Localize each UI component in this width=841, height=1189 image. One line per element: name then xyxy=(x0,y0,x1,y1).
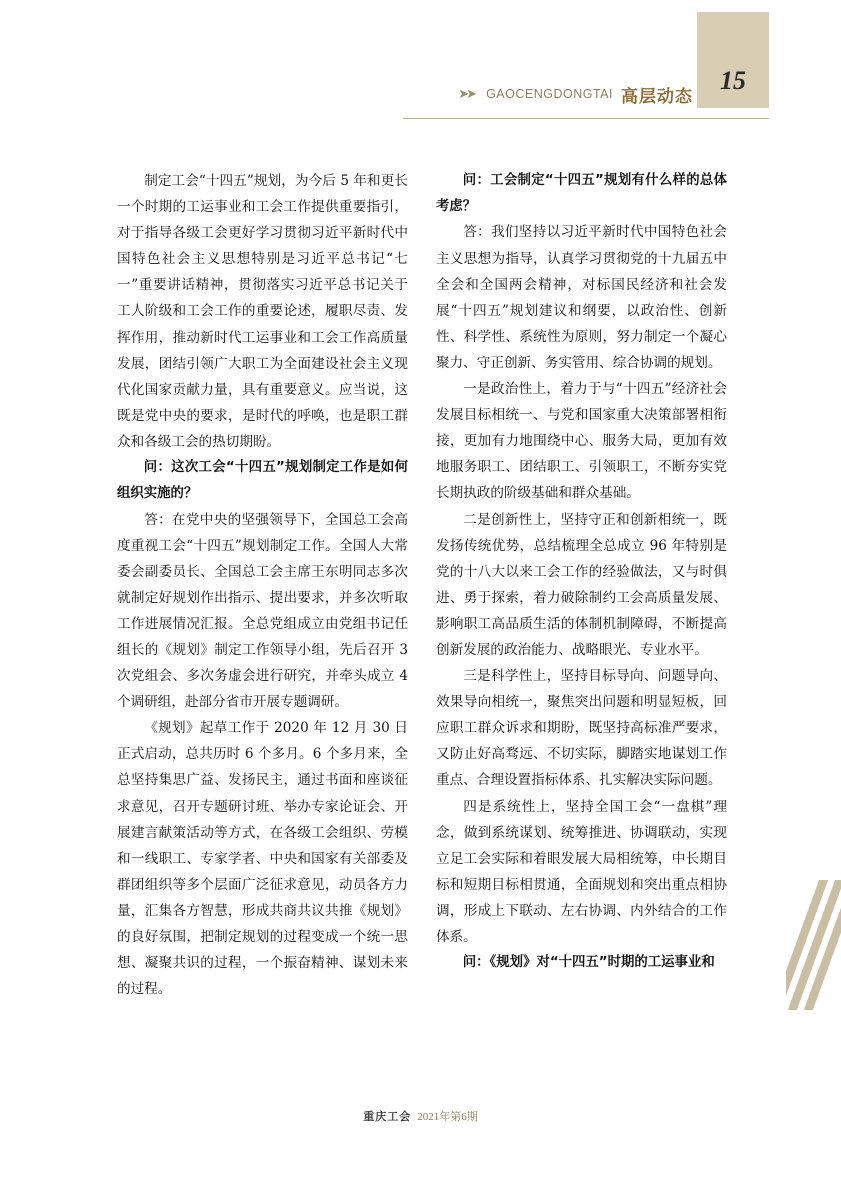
page-header xyxy=(0,0,841,150)
question-paragraph: 问：这次工会“十四五”规划制定工作是如何组织实施的？ xyxy=(117,460,408,501)
double-arrow-icon: ➤➤ xyxy=(458,86,475,101)
question-paragraph: 问：《规划》对“十四五”时期的工运事业和 xyxy=(462,955,715,971)
stripe xyxy=(786,880,828,1010)
paragraph: 二是创新性上，坚持守正和创新相统一，既发扬传统优势，总结梳理全总成立 96 年特别是党的十八大以来工会工作的经验做法，又与时俱进、勇于探索，着力破除制约工会高质量发展、影响职工高品质生活的体制机制障碍，不断提高创新发展的政治能力、战略眼光、专业水平。 xyxy=(436,511,727,658)
page-footer xyxy=(0,1108,841,1124)
question-paragraph: 问：工会制定“十四五”规划有什么样的总体考虑？ xyxy=(436,173,727,214)
section-label xyxy=(403,80,693,108)
footer-magazine-title: 重庆工会 xyxy=(363,1110,412,1123)
article-body xyxy=(117,168,727,1048)
column-left xyxy=(117,168,408,1048)
section-label-pinyin: GAOCENGDONGTAI xyxy=(486,87,613,101)
section-label-chinese: 高层动态 xyxy=(621,86,693,107)
decorative-stripes xyxy=(786,880,841,1010)
paragraph: 制定工会“十四五”规划，为今后 5 年和更长一个时期的工运事业和工会工作提供重要指引，对于指导各级工会更好学习贯彻习近平新时代中国特色社会主义思想特别是习近平总书记“七一”重要讲话精神，贯彻落实习近平总书记关于工人阶级和工会工作的重要论述，履职尽责、发挥作用，推动新时代工运事业和工会工作高质量发展，团结引领广大职工为全面建设社会主义现代化国家贡献力量，具有重要意义。应当说，这既是党中央的要求，是时代的呼唤，也是职工群众和各级工会的热切期盼。 xyxy=(117,173,408,450)
paragraph: 三是科学性上，坚持目标导向、问题导向、效果导向相统一，聚焦突出问题和明显短板，回应职工群众诉求和期盼，既坚持高标准严要求，又防止好高骛远、不切实际，脚踏实地谋划工作重点、合理设置指标体系、扎实解决实际问题。 xyxy=(436,668,727,789)
footer-issue: 2021年第6期 xyxy=(417,1111,478,1123)
header-divider xyxy=(403,118,769,119)
paragraph: 《规划》起草工作于 2020 年 12 月 30 日正式启动，总共历时 6 个多月。6 个多月来，全总坚持集思广益、发扬民主，通过书面和座谈征求意见，召开专题研讨班、举办专家论证会、开展建言献策活动等方式，在各级工会组织、劳模和一线职工、专家学者、中央和国家有关部委及群团组织等多个层面广泛征求意见，动员各方力量，汇集各方智慧，形成共商共议共推《规划》的良好氛围，把制定规划的过程变成一个统一思想、凝聚共识的过程，一个振奋精神、谋划未来的过程。 xyxy=(117,720,408,998)
paragraph: 四是系统性上，坚持全国工会“一盘棋”理念，做到系统谋划、统筹推进、协调联动，实现立足工会实际和着眼发展大局相统筹，中长期目标和短期目标相贯通，全面规划和突出重点相协调，形成上下联动、左右协调、内外结合的工作体系。 xyxy=(436,798,727,945)
paragraph: 答：我们坚持以习近平新时代中国特色社会主义思想为指导，认真学习贯彻党的十九届五中全会和全国两会精神，对标国民经济和社会发展“十四五”规划建议和纲要，以政治性、创新性、科学性、系统性为原则，努力制定一个凝心聚力、守正创新、务实管用、综合协调的规划。 xyxy=(436,224,727,371)
paragraph: 一是政治性上，着力于与“十四五”经济社会发展目标相统一、与党和国家重大决策部署相衔接，更加有力地围绕中心、服务大局，更加有效地服务职工、团结职工、引领职工，不断夯实党长期执政的阶级基础和群众基础。 xyxy=(436,381,727,502)
column-right xyxy=(436,168,727,1048)
paragraph: 答：在党中央的坚强领导下，全国总工会高度重视工会“十四五”规划制定工作。全国人大常委会副委员长、全国总工会主席王东明同志多次就制定好规划作出指示、提出要求，并多次听取工作进展情况汇报。全总党组成立由党组书记任组长的《规划》制定工作领导小组，先后召开 3 次党组会、多次务虚会进行研究，并牵头成立 4 个调研组，赴部分省市开展专题调研。 xyxy=(117,511,408,711)
page-number: 15 xyxy=(720,66,746,95)
